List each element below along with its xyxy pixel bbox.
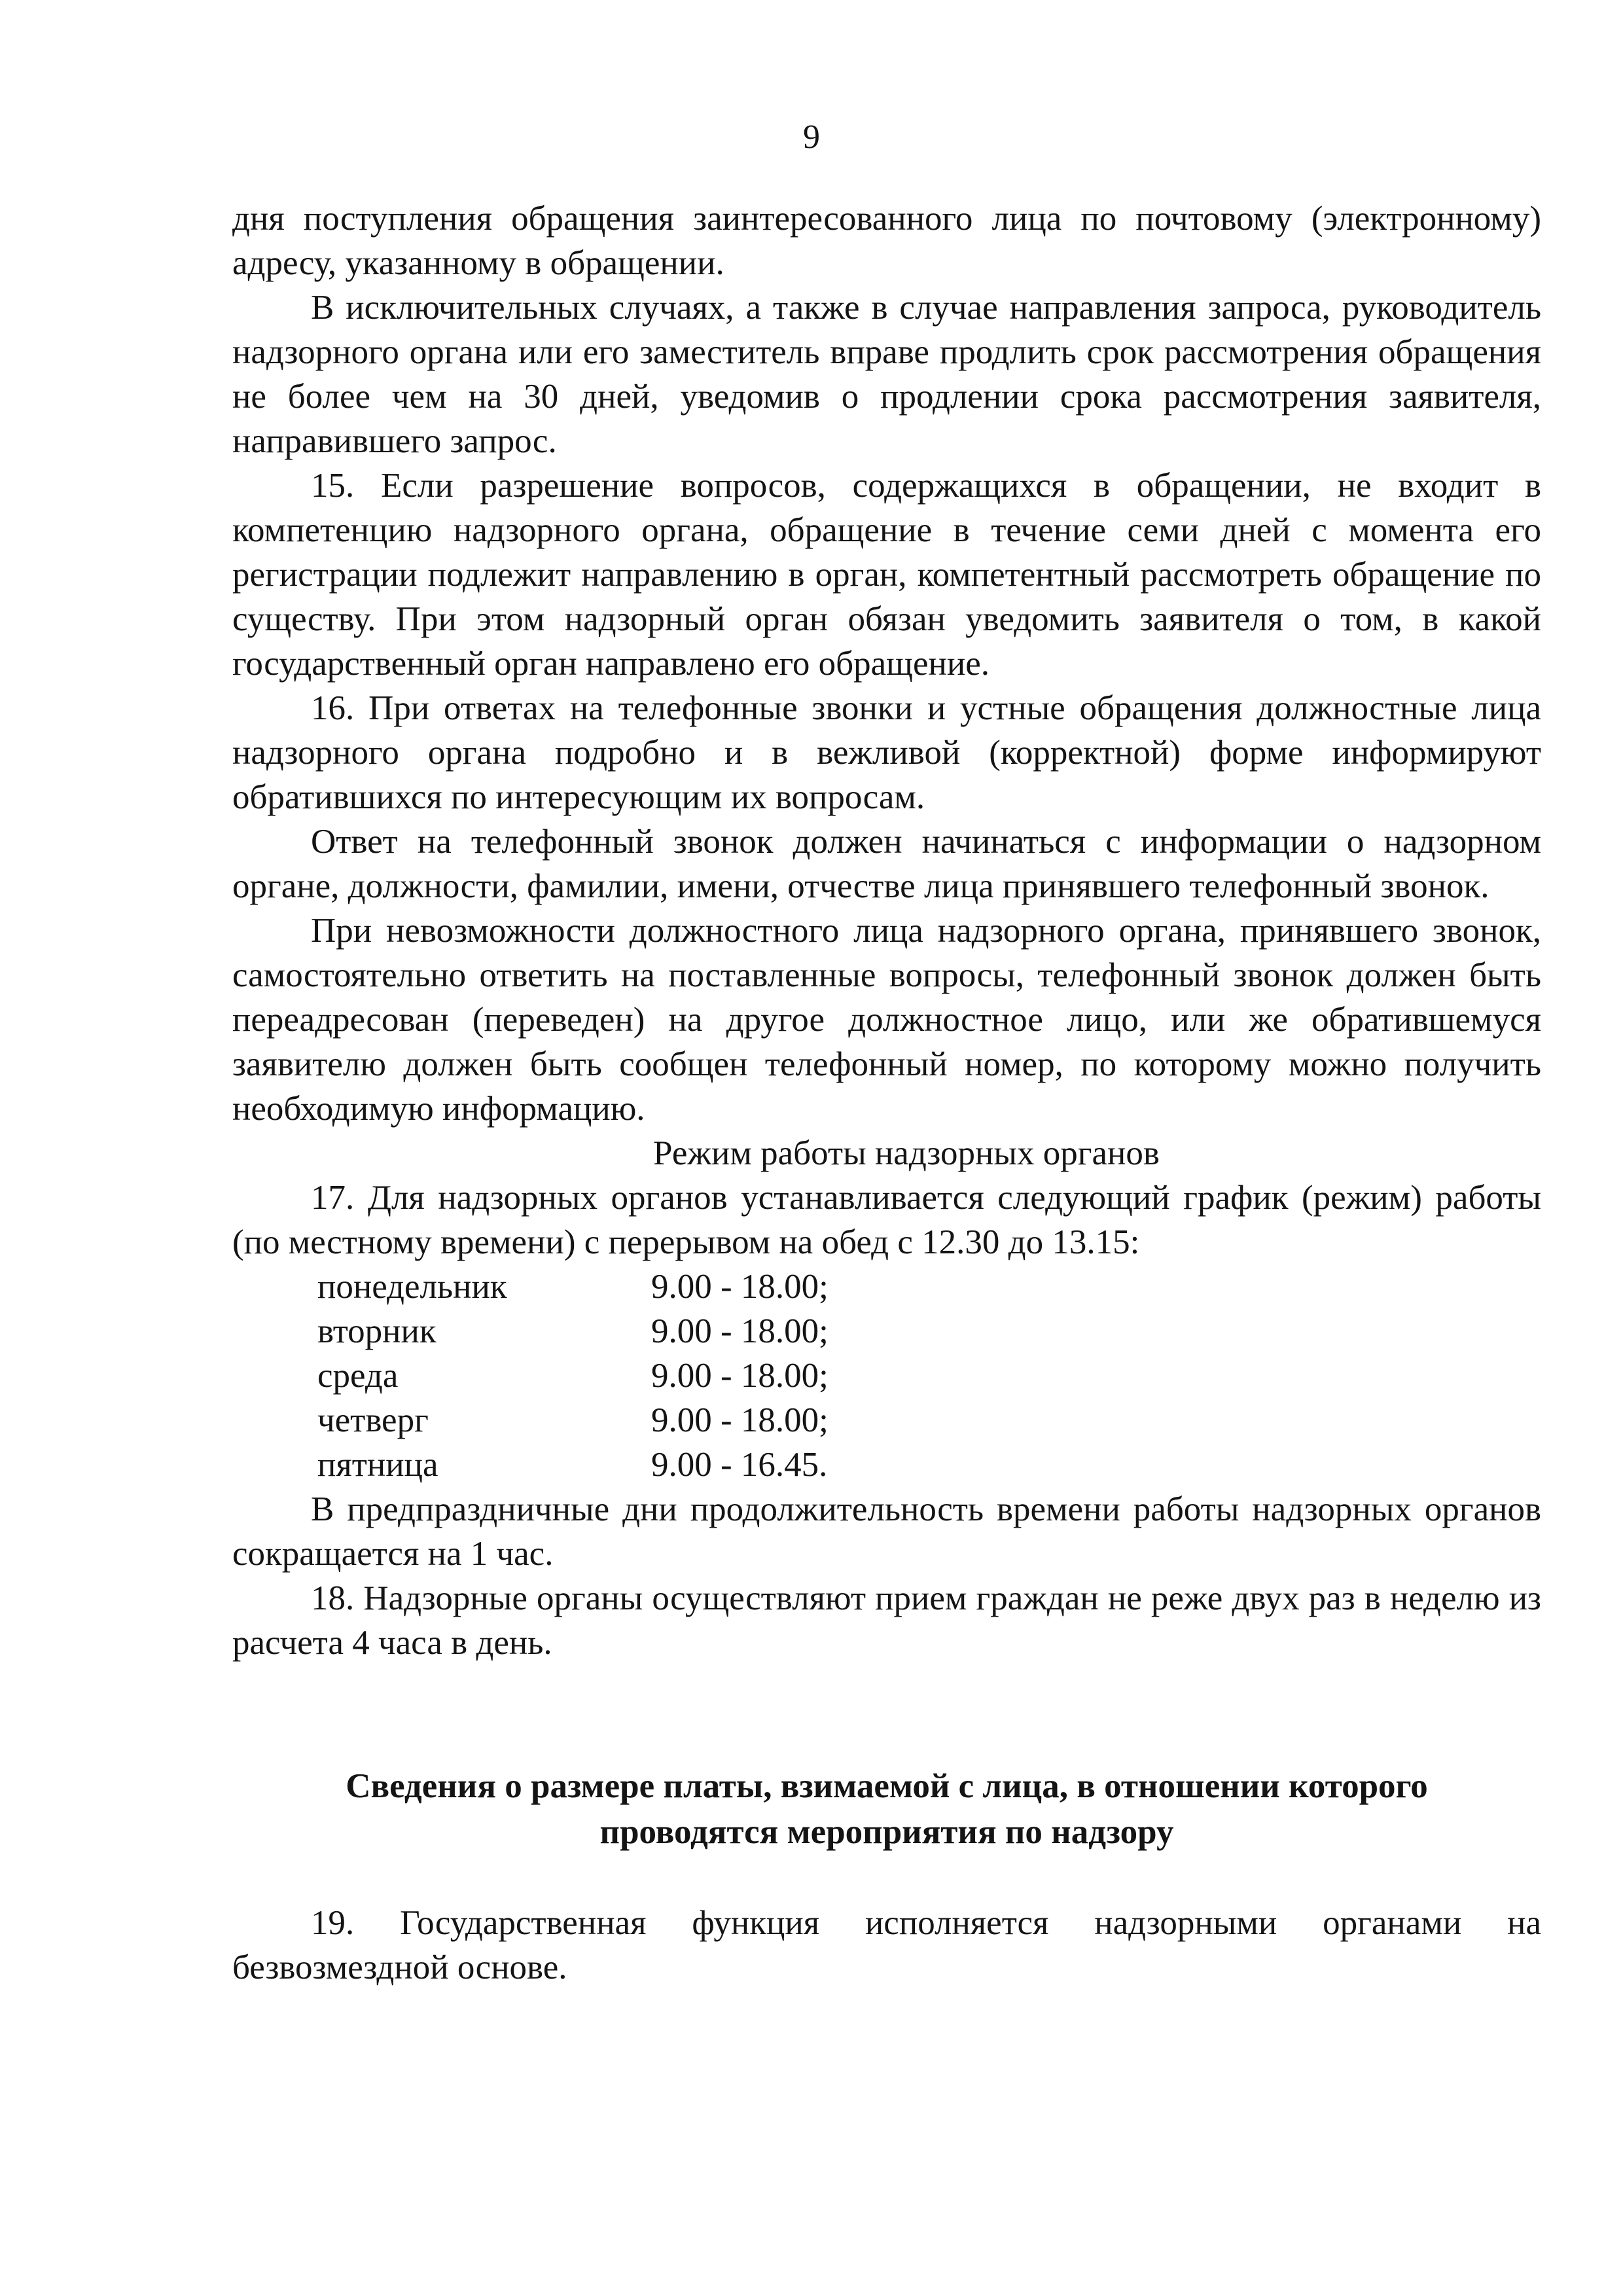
schedule-time: 9.00 - 18.00; [651, 1268, 829, 1306]
work-mode-title: Режим работы надзорных органов [653, 1134, 1160, 1172]
paragraph-holiday-note: В предпраздничные дни продолжительность времени работы надзорных органов сокращается на 1 час. [232, 1490, 1541, 1573]
schedule-time: 9.00 - 18.00; [651, 1357, 829, 1395]
paragraph-18: 18. Надзорные органы осуществляют прием граждан не реже двух раз в неделю из расчета 4 часа в день. [232, 1579, 1541, 1662]
paragraph-continuation: дня поступления обращения заинтересованного лица по почтовому (электронному) адресу, указанному в обращении. [232, 200, 1541, 282]
fee-section-heading [232, 1763, 1541, 1855]
schedule-time: 9.00 - 16.45. [651, 1446, 828, 1484]
schedule-row-thursday [232, 1398, 1541, 1443]
paragraph-call-redirect: При невозможности должностного лица надзорного органа, принявшего звонок, самостоятельно ответить на поставленные вопросы, телефонный звонок должен быть переадресован (переведен) на другое должностное лицо, или же обратившемуся заявителю должен быть сообщен телефонный номер, по которому можно получить необходимую информацию. [232, 912, 1541, 1128]
schedule-day: вторник [317, 1312, 437, 1350]
schedule-day: четверг [317, 1401, 429, 1439]
schedule-day: понедельник [317, 1268, 507, 1306]
schedule-time: 9.00 - 18.00; [651, 1312, 829, 1350]
schedule-row-monday [232, 1265, 1541, 1309]
work-schedule [232, 1265, 1541, 1487]
schedule-row-friday [232, 1443, 1541, 1487]
schedule-time: 9.00 - 18.00; [651, 1401, 829, 1439]
schedule-day: пятница [317, 1446, 438, 1484]
paragraph-15: 15. Если разрешение вопросов, содержащихся в обращении, не входит в компетенцию надзорного органа, обращение в течение семи дней с момента его регистрации подлежит направлению в орган, компетентный рассмотреть обращение по существу. При этом надзорный орган обязан уведомить заявителя о том, в какой государственный орган направлено его обращение. [232, 467, 1541, 683]
page-number: 9 [803, 118, 820, 156]
paragraph-extension-of-term: В исключительных случаях, а также в случае направления запроса, руководитель надзорного органа или его заместитель вправе продлить срок рассмотрения обращения не более чем на 30 дней, уведомив о продлении срока рассмотрения заявителя, направившего запрос. [232, 289, 1541, 460]
paragraph-16: 16. При ответах на телефонные звонки и устные обращения должностные лица надзорного органа подробно и в вежливой (корректной) форме информируют обратившихся по интересующим их вопросам. [232, 689, 1541, 816]
fee-heading-line-2: проводятся мероприятия по надзору [599, 1813, 1174, 1851]
schedule-row-tuesday [232, 1309, 1541, 1354]
paragraph-19: 19. Государственная функция исполняется надзорными органами на безвозмездной основе. [232, 1904, 1541, 1986]
fee-heading-line-1: Сведения о размере платы, взимаемой с лица, в отношении которого [346, 1767, 1428, 1805]
paragraph-17: 17. Для надзорных органов устанавливается следующий график (режим) работы (по местному времени) с перерывом на обед с 12.30 до 13.15: [232, 1179, 1541, 1261]
schedule-row-wednesday [232, 1354, 1541, 1398]
document-body [232, 196, 1541, 1990]
schedule-day: среда [317, 1357, 399, 1395]
paragraph-phone-answer: Ответ на телефонный звонок должен начинаться с информации о надзорном органе, должности, фамилии, имени, отчестве лица принявшего телефонный звонок. [232, 823, 1541, 905]
